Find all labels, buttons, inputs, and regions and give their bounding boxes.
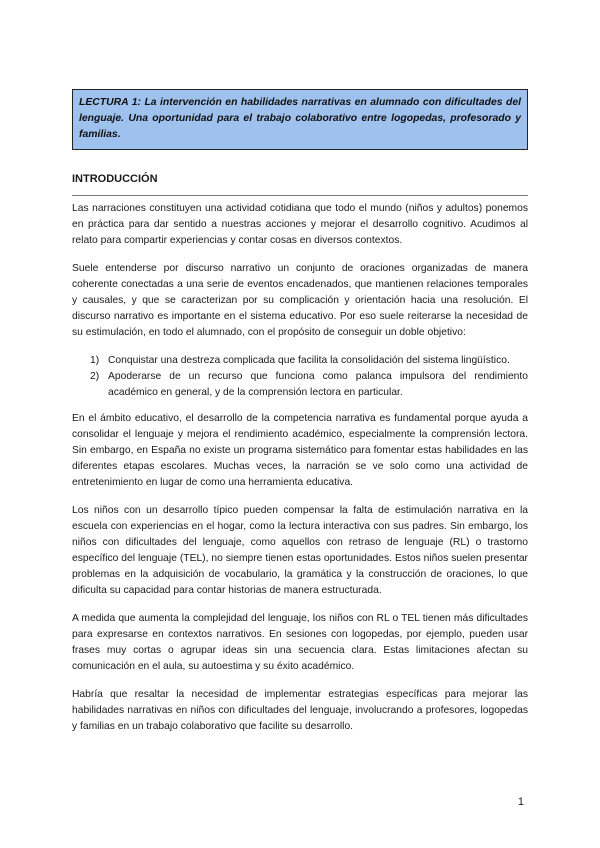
list-item-number: 2) <box>90 371 100 382</box>
section-heading: INTRODUCCIÓN <box>72 173 158 185</box>
list-item-text: Conquistar una destreza complicada que facilita la consolidación del sistema lingüístico. <box>108 355 510 366</box>
paragraph-4: Los niños con un desarrollo típico pueden compensar la falta de estimulación narrativa en la escuela con experiencias en el hogar, como la lectura interactiva con sus padres. Sin embargo, los niños con dificultades del lenguaje, como aquellos con retraso de lenguaje (RL) o trastorno específico del lenguaje (TEL), no siempre tienen estas oportunidades. Estos niños suelen presentar problemas en la adquisición de vocabulario, la gramática y la construcción de oraciones, lo que dificulta su capacidad para contar historias de manera estructurada. <box>72 505 528 596</box>
reading-title-box: LECTURA 1: La intervención en habilidades narrativas en alumnado con dificultades del lenguaje. Una oportunidad para el trabajo colaborativo entre logopedas, profesorado y familias. <box>72 89 528 150</box>
heading-divider <box>72 195 528 196</box>
paragraph-6: Habría que resaltar la necesidad de implementar estrategias específicas para mejorar las habilidades narrativas en niños con dificultades del lenguaje, involucrando a profesores, logopedas y familias en un trabajo colaborativo que facilite su desarrollo. <box>72 689 528 732</box>
document-page <box>72 89 528 747</box>
list-item <box>90 353 528 369</box>
list-item <box>90 369 528 401</box>
list-item-text: Apoderarse de un recurso que funciona como palanca impulsora del rendimiento académico en general, y de la comprensión lectora en particular. <box>108 371 528 398</box>
list-item-number: 1) <box>90 355 100 366</box>
objectives-list <box>72 353 528 401</box>
page-number: 1 <box>517 796 524 808</box>
paragraph-5: A medida que aumenta la complejidad del lenguaje, los niños con RL o TEL tienen más dificultades para expresarse en contextos narrativos. En sesiones con logopedas, por ejemplo, pueden usar frases muy cortas o agrupar ideas sin una secuencia clara. Estas limitaciones afectan su comunicación en el aula, su autoestima y su éxito académico. <box>72 613 528 672</box>
paragraph-2: Suele entenderse por discurso narrativo un conjunto de oraciones organizadas de manera coherente conectadas a una serie de eventos encadenados, que mantienen relaciones temporales y causales, y que se caracterizan por su complicación y orientación hacia una resolución. El discurso narrativo es importante en el sistema educativo. Por eso suele reiterarse la necesidad de su estimulación, en todo el alumnado, con el propósito de conseguir un doble objetivo: <box>72 263 528 338</box>
paragraph-1: Las narraciones constituyen una actividad cotidiana que todo el mundo (niños y adultos) ponemos en práctica para dar sentido a nuestras acciones y mejorar el desarrollo cognitivo. Acudimos al relato para compartir experiencias y contar cosas en diversos contextos. <box>72 203 528 246</box>
paragraph-3: En el ámbito educativo, el desarrollo de la competencia narrativa es fundamental porque ayuda a consolidar el lenguaje y mejora el rendimiento académico, especialmente la comprensión lectora. Sin embargo, en España no existe un programa sistemático para fomentar estas habilidades en las diferentes etapas escolares. Muchas veces, la narración se ve solo como una actividad de entretenimiento en lugar de como una herramienta educativa. <box>72 413 528 488</box>
